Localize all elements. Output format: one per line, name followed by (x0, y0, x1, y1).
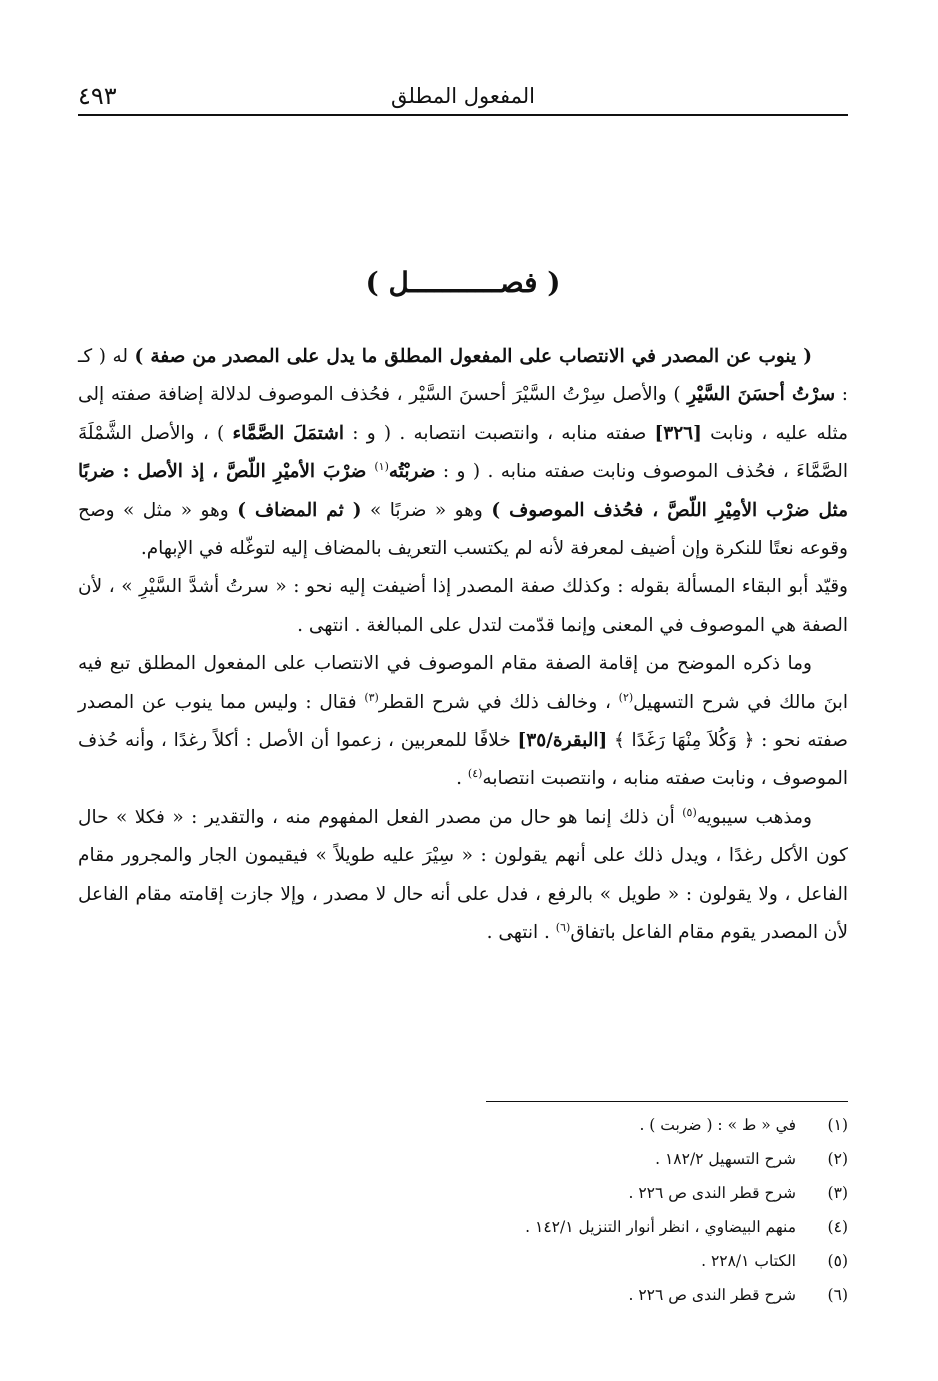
footnote-text: الكتاب ٢٢٨/١ . (701, 1252, 796, 1270)
text-run: . انتهى . (486, 922, 556, 944)
footnote-ref-2: (٢) (618, 690, 634, 704)
footnote-ref-1: (١) (374, 460, 389, 474)
footnote-number: (٦) (827, 1286, 848, 1304)
page-number: ٤٩٣ (78, 82, 117, 110)
text-run: وهو « ضربًا » (361, 499, 492, 521)
footnote-number: (٣) (827, 1184, 848, 1202)
example-3: ضربْتُه (388, 461, 436, 483)
footnote-ref-6: (٦) (555, 920, 571, 934)
footnote-number: (٢) (827, 1150, 848, 1168)
text-run: ومذهب سيبويه (696, 806, 812, 828)
paragraph-3 (78, 645, 848, 799)
footnote-item (78, 1210, 848, 1244)
footnote-item (78, 1176, 848, 1210)
footnote-text: منهم البيضاوي ، انظر أنوار التنزيل ١٤٢/١ . (525, 1218, 796, 1236)
footnote-text: شرح قطر الندى ص ٢٢٦ . (628, 1184, 796, 1202)
page (78, 0, 848, 1381)
footnote-number: (٤) (827, 1218, 848, 1236)
body-text (78, 338, 848, 953)
example-2: اشتمَلَ الصَّمَّاء (232, 422, 345, 444)
footnote-ref-3: (٣) (364, 690, 379, 704)
footnote-item (78, 1244, 848, 1278)
text-run: له ( كـ : (78, 346, 848, 406)
footnote-item (78, 1142, 848, 1176)
footnote-item (78, 1108, 848, 1142)
text-run: ) والأصل سِرْتُ السَّيْرَ أحسنَ السَّيْر ، فحُذف الموصوف لدلالة إضافة صفته إلى مثله عليه ، ونابت (78, 384, 848, 444)
paragraph-2 (78, 568, 848, 645)
footnote-number: (٥) (827, 1252, 848, 1270)
example-1: سرْتُ أحسَنَ السَّيْرِ (687, 384, 836, 406)
rule-statement: ( ينوب عن المصدر في الانتصاب على المفعول المطلق ما يدل على المصدر من صفة ) (134, 346, 812, 367)
example-3-explanation: ضرْبَ الأميْرِ اللّصَّ ، إذ الأصل : ضربًا مثل ضرْب الأمِيْرِ اللّصَّ ، فحُذف الموصوف ) (78, 461, 848, 521)
close-paren: ) (365, 266, 379, 299)
text-run: ) ، والأصل الشَّمْلَةَ الصَّمَّاءَ ، فحُذف الموصوف ونابت صفته منابه . ( و : (78, 422, 849, 483)
footnotes (78, 1108, 848, 1312)
text-run: صفته منابه ، وانتصبت انتصابه . ( و : (344, 422, 655, 444)
rule-continuation: ( ثم المضاف ) (237, 499, 362, 521)
footnote-number: (١) (827, 1116, 848, 1134)
footnote-ref-4: (٤) (467, 767, 483, 781)
footnote-text: شرح التسهيل ١٨٢/٢ . (655, 1150, 796, 1168)
paragraph-1 (78, 338, 848, 568)
text-run: أن ذلك إنما هو حال من مصدر الفعل المفهوم منه ، والتقدير : « فكلا » حال كون الأكل رغدًا ، ويدل ذلك على أنهم يقولون : « سِيْرَ عليه طويلاً » فيقيمون الجار والمجرور مقام الفاعل ، ولا يقولون : « طويل » بالرفع ، فدل على أنه حال لا مصدر ، وإلا جازت إقامته مقام الفاعل لأن المصدر يقوم مقام الفاعل باتفاق (78, 806, 848, 944)
quran-ref: [البقرة/٣٥] (517, 730, 608, 752)
paragraph-4 (78, 799, 848, 953)
text-run: ، وخالف ذلك في شرح القطر (378, 691, 619, 713)
text-run: فقال : وليس مما ينوب عن المصدر صفته نحو : ﴿ وَكُلاَ مِنْهَا رَغَدًا ﴾ (78, 691, 848, 752)
footnote-text: شرح قطر الندى ص ٢٢٦ . (628, 1286, 796, 1304)
text-run: . (456, 768, 468, 790)
text-run: وقيّد أبو البقاء المسألة بقوله : وكذلك صفة المصدر إذا أضيفت إليه نحو : « سرتُ أشدَّ السَّيْرِ » ، لأن الصفة هي الموصوف في المعنى وإنما قدّمت لتدل على المبالغة . انتهى . (78, 576, 848, 636)
footnote-ref-5: (٥) (682, 805, 697, 819)
footnote-item (78, 1278, 848, 1312)
footnote-divider (486, 1101, 848, 1102)
running-title: المفعول المطلق (391, 84, 535, 108)
text-run: وما ذكره الموضح من إقامة الصفة مقام الموصوف في الانتصاب على المفعول المطلق تبع فيه ابنَ مالك في شرح التسهيل (78, 653, 848, 713)
running-header (78, 80, 848, 116)
text-run: وهو « مثل » وصح وقوعه نعتًا للنكرة وإن أضيف لمعرفة لأنه لم يكتسب التعريف بالمضاف إليه لتوغّله في الإبهام. (78, 499, 848, 560)
text-run: خلافًا للمعربين ، زعموا أن الأصل : أكلاً رغدًا ، وأنه حُذف الموصوف ، ونابت صفته منابه ، وانتصبت انتصابه (78, 730, 848, 790)
manuscript-ref: [٣٢٦] (654, 422, 702, 444)
footnote-text: في « ط » : ( ضربت ) . (639, 1116, 796, 1134)
section-heading (78, 266, 848, 299)
section-heading-text: فصـــــــــــل (388, 266, 538, 299)
open-paren: ( (547, 266, 561, 299)
